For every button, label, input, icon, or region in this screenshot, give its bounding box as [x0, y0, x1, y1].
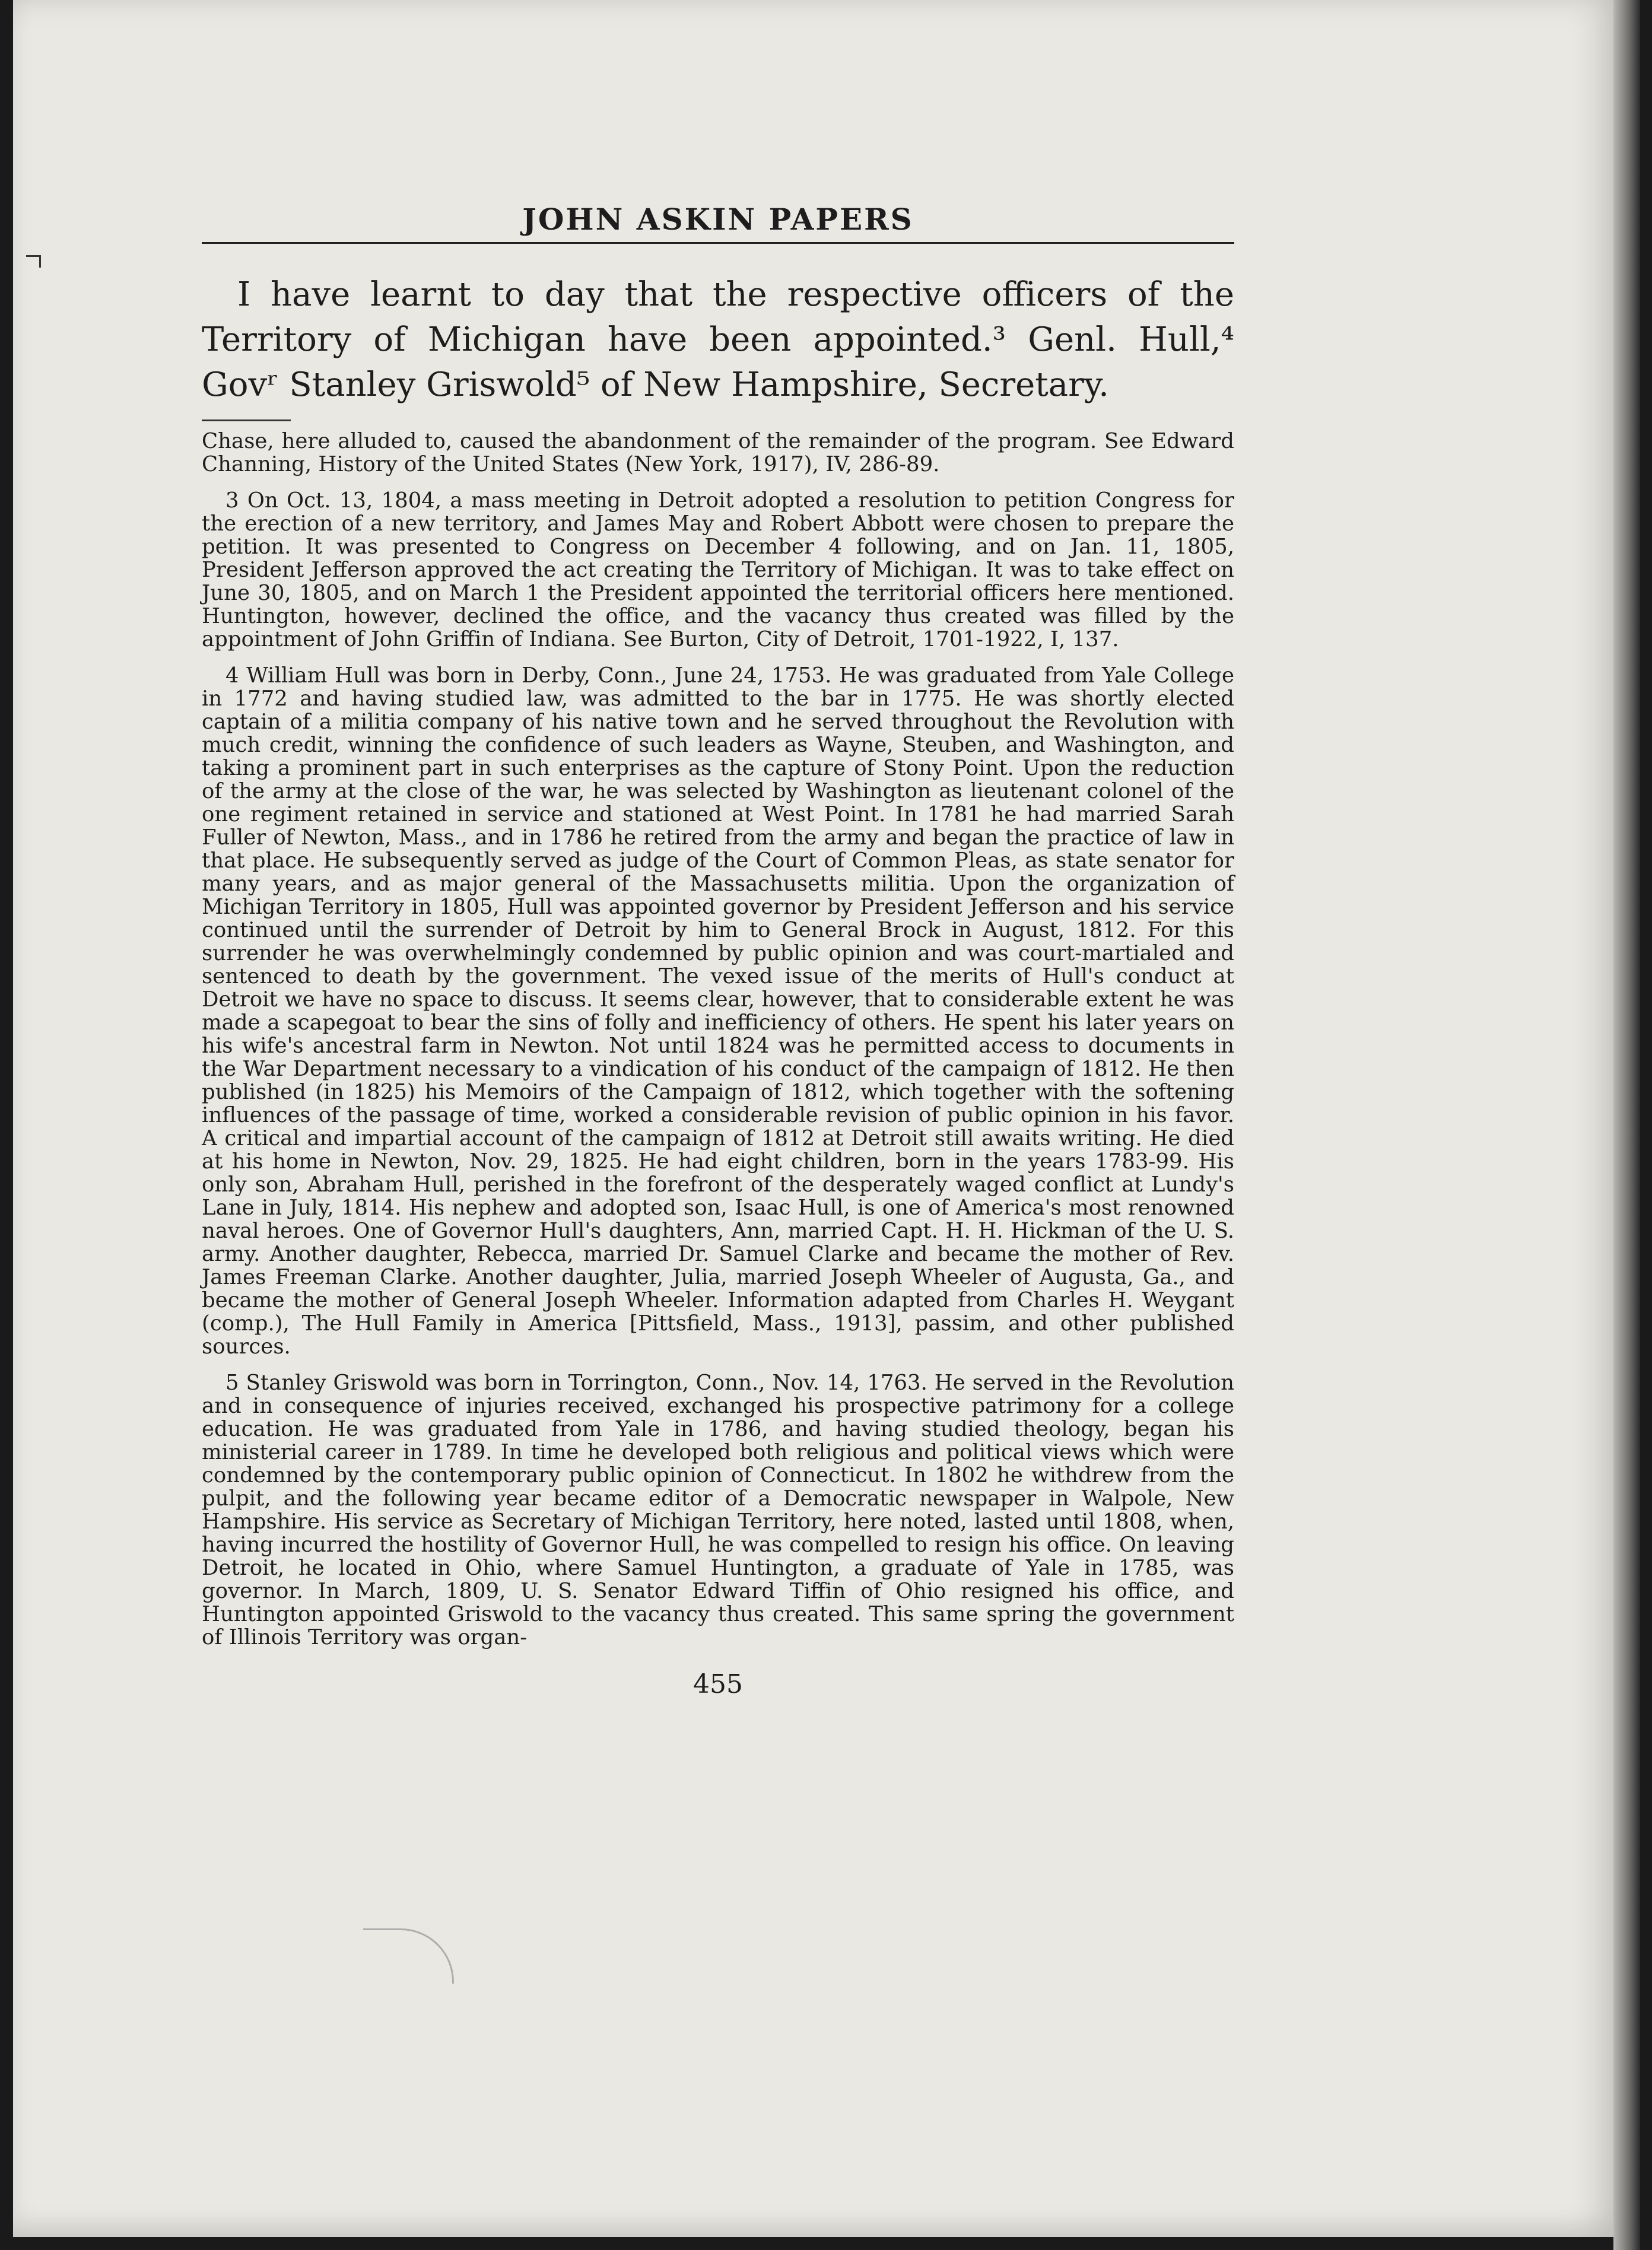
header-rule — [202, 242, 1234, 244]
footnote-3: 3 On Oct. 13, 1804, a mass meeting in Detroit adopted a resolution to petition Congress for the erection of a new territory, and James May and Robert Abbott were chosen to prepare the petition. It was presented to Congress on December 4 following, and on Jan. 11, 1805, President Jefferson approved the act creating the Territory of Michigan. It was to take effect on June 30, 1805, and on March 1 the President appointed the territorial officers here mentioned. Huntington, however, declined the office, and the vacancy thus created was filled by the appointment of John Griffin of Indiana. See Burton, City of Detroit, 1701-1922, I, 137. — [202, 488, 1234, 652]
letter-body-text: I have learnt to day that the respective officers of the Territory of Michigan have been appointed.³ Genl. Hull,⁴ Govʳ Stanley Griswold⁵ of New Hampshire, Secretary. — [202, 275, 1234, 404]
book-page — [13, 0, 1615, 2237]
margin-mark — [26, 255, 41, 268]
footnote-continuation: Chase, here alluded to, caused the abandonment of the remainder of the program. See Edward Channing, History of the United States (New York, 1917), IV, 286-89. — [202, 429, 1234, 476]
footnote-4: 4 William Hull was born in Derby, Conn., June 24, 1753. He was graduated from Yale College in 1772 and having studied law, was admitted to the bar in 1775. He was shortly elected captain of a militia company of his native town and he served throughout the Revolution with much credit, winning the confidence of such leaders as Wayne, Steuben, and Washington, and taking a prominent part in such enterprises as the capture of Stony Point. Upon the reduction of the army at the close of the war, he was selected by Washington as lieutenant colonel of the one regiment retained in service and stationed at West Point. In 1781 he had married Sarah Fuller of Newton, Mass., and in 1786 he retired from the army and began the practice of law in that place. He subsequently served as judge of the Court of Common Pleas, as state senator for many years, and as major general of the Massachusetts militia. Upon the organization of Michigan Territory in 1805, Hull was appointed governor by President Jefferson and his service continued until the surrender of Detroit by him to General Brock in August, 1812. For this surrender he was overwhelmingly condemned by public opinion and was court-martialed and sentenced to death by the government. The vexed issue of the merits of Hull's conduct at Detroit we have no space to discuss. It seems clear, however, that to considerable extent he was made a scapegoat to bear the sins of folly and inefficiency of others. He spent his later years on his wife's ancestral farm in Newton. Not until 1824 was he permitted access to documents in the War Department necessary to a vindication of his conduct of the campaign of 1812. He then published (in 1825) his Memoirs of the Campaign of 1812, which together with the softening influences of the passage of time, worked a considerable revision of public opinion in his favor. A critical and impartial account of the campaign of 1812 at Detroit still awaits writing. He died at his home in Newton, Nov. 29, 1825. He had eight children, born in the years 1783-99. His only son, Abraham Hull, perished in the forefront of the desperately waged conflict at Lundy's Lane in July, 1814. His nephew and adopted son, Isaac Hull, is one of America's most renowned naval heroes. One of Governor Hull's daughters, Ann, married Capt. H. H. Hickman of the U. S. army. Another daughter, Rebecca, married Dr. Samuel Clarke and became the mother of Rev. James Freeman Clarke. Another daughter, Julia, married Joseph Wheeler of Augusta, Ga., and became the mother of General Joseph Wheeler. Information adapted from Charles H. Weygant (comp.), The Hull Family in America [Pittsfield, Mass., 1913], passim, and other published sources. — [202, 663, 1234, 1359]
running-head: JOHN ASKIN PAPERS — [522, 202, 914, 237]
paper-curl-mark — [363, 1928, 454, 1984]
page-content — [202, 202, 1234, 1700]
page-shadow-edge — [1613, 0, 1640, 2250]
page-number: 455 — [693, 1669, 743, 1699]
footnote-5: 5 Stanley Griswold was born in Torrington, Conn., Nov. 14, 1763. He served in the Revolution and in consequence of injuries received, exchanged his prospective patrimony for a college education. He was graduated from Yale in 1786, and having studied theology, began his ministerial career in 1789. In time he developed both religious and political views which were condemned by the contemporary public opinion of Connecticut. In 1802 he withdrew from the pulpit, and the following year became editor of a Democratic newspaper in Walpole, New Hampshire. His service as Secretary of Michigan Territory, here noted, lasted until 1808, when, having incurred the hostility of Governor Hull, he was compelled to resign his office. On leaving Detroit, he located in Ohio, where Samuel Huntington, a graduate of Yale in 1785, was governor. In March, 1809, U. S. Senator Edward Tiffin of Ohio resigned his office, and Huntington appointed Griswold to the vacancy thus created. This same spring the government of Illinois Territory was organ- — [202, 1371, 1234, 1650]
footnote-rule — [202, 420, 291, 421]
